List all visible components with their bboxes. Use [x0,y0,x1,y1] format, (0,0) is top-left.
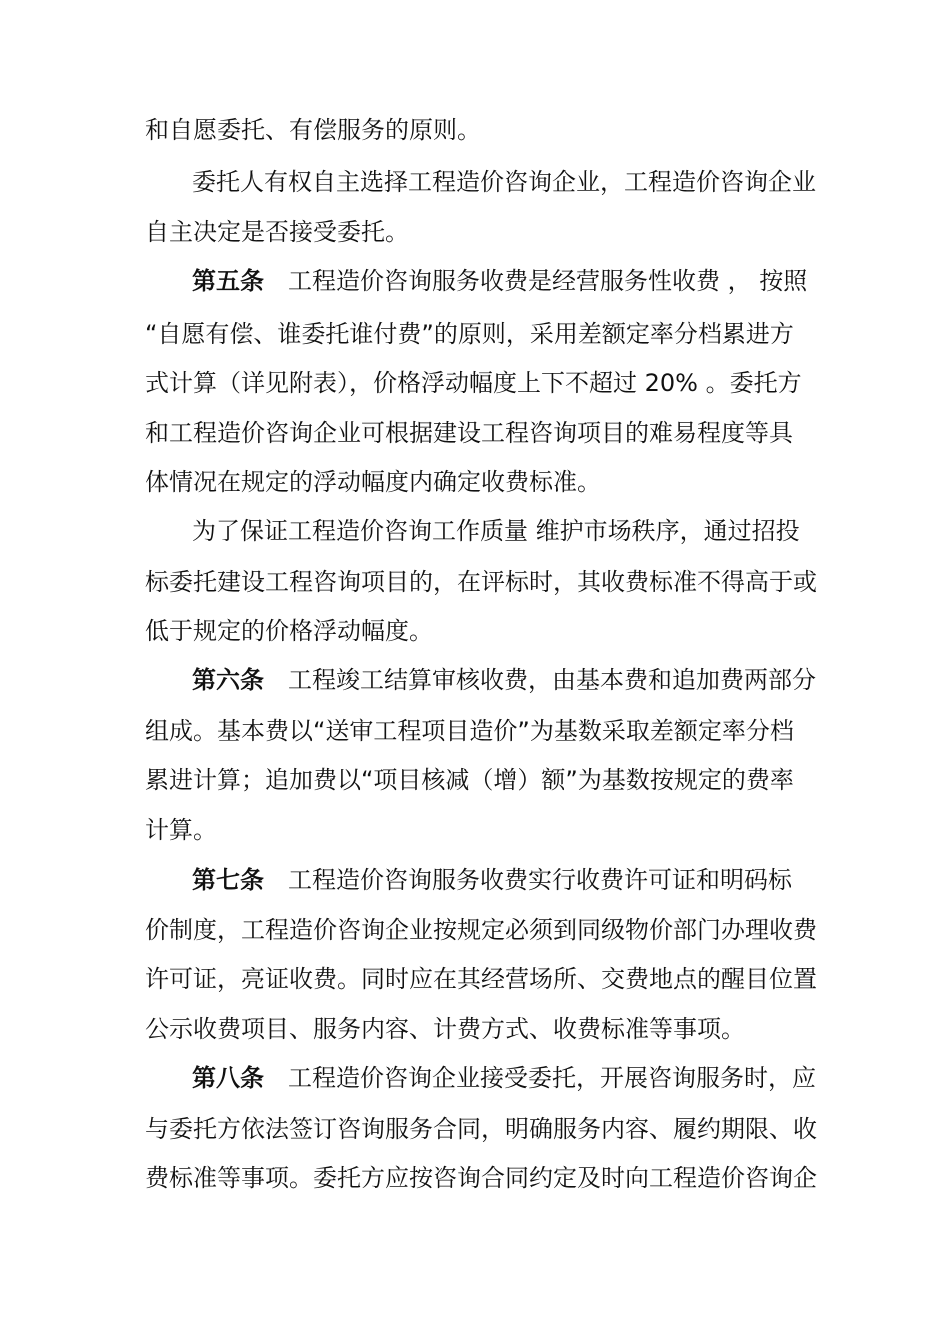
body-text-line: 与委托方依法签订咨询服务合同，明确服务内容、履约期限、收 [145,1115,817,1143]
body-text-line: 和工程造价咨询企业可根据建设工程咨询项目的难易程度等具 [145,419,793,447]
article-6-heading: 第六条 [192,666,264,694]
body-text-line: 和自愿委托、有偿服务的原则。 [145,116,481,144]
body-text: 工程造价咨询服务收费实行收费许可证和明码标 [288,866,792,894]
article-7-line [192,865,792,895]
body-text-line: 体情况在规定的浮动幅度内确定收费标准。 [145,468,601,496]
body-text-line: 累进计算；追加费以“项目核减（增）额”为基数按规定的费率 [145,766,794,794]
article-8-line [192,1063,816,1093]
article-8-heading: 第八条 [192,1064,264,1092]
body-text-line: 式计算（详见附表），价格浮动幅度上下不超过 20% 。委托方 [145,369,802,397]
body-text-line: 费标准等事项。委托方应按咨询合同约定及时向工程造价咨询企 [145,1164,817,1192]
body-text-line: 委托人有权自主选择工程造价咨询企业，工程造价咨询企业 [192,168,816,196]
body-text-line: 标委托建设工程咨询项目的，在评标时，其收费标准不得高于或 [145,568,817,596]
body-text-line: “自愿有偿、谁委托谁付费”的原则，采用差额定率分档累进方 [145,320,794,348]
article-6-line [192,665,816,695]
body-text-line: 许可证，亮证收费。同时应在其经营场所、交费地点的醒目位置 [145,965,817,993]
body-text-line: 价制度，工程造价咨询企业按规定必须到同级物价部门办理收费 [145,916,817,944]
body-text: 工程造价咨询企业接受委托，开展咨询服务时，应 [288,1064,816,1092]
body-text-line: 公示收费项目、服务内容、计费方式、收费标准等事项。 [145,1015,745,1043]
article-7-heading: 第七条 [192,866,264,894]
body-text-line: 低于规定的价格浮动幅度。 [145,617,433,645]
body-text-line: 组成。基本费以“送审工程项目造价”为基数采取差额定率分档 [145,717,794,745]
article-5-line [192,266,807,296]
body-text: 工程造价咨询服务收费是经营服务性收费 ， 按照 [288,267,808,295]
body-text: 工程竣工结算审核收费，由基本费和追加费两部分 [288,666,816,694]
body-text-line: 为了保证工程造价咨询工作质量 维护市场秩序，通过招投 [192,517,800,545]
article-5-heading: 第五条 [192,267,264,295]
body-text-line: 计算。 [145,816,217,844]
body-text-line: 自主决定是否接受委托。 [145,218,409,246]
